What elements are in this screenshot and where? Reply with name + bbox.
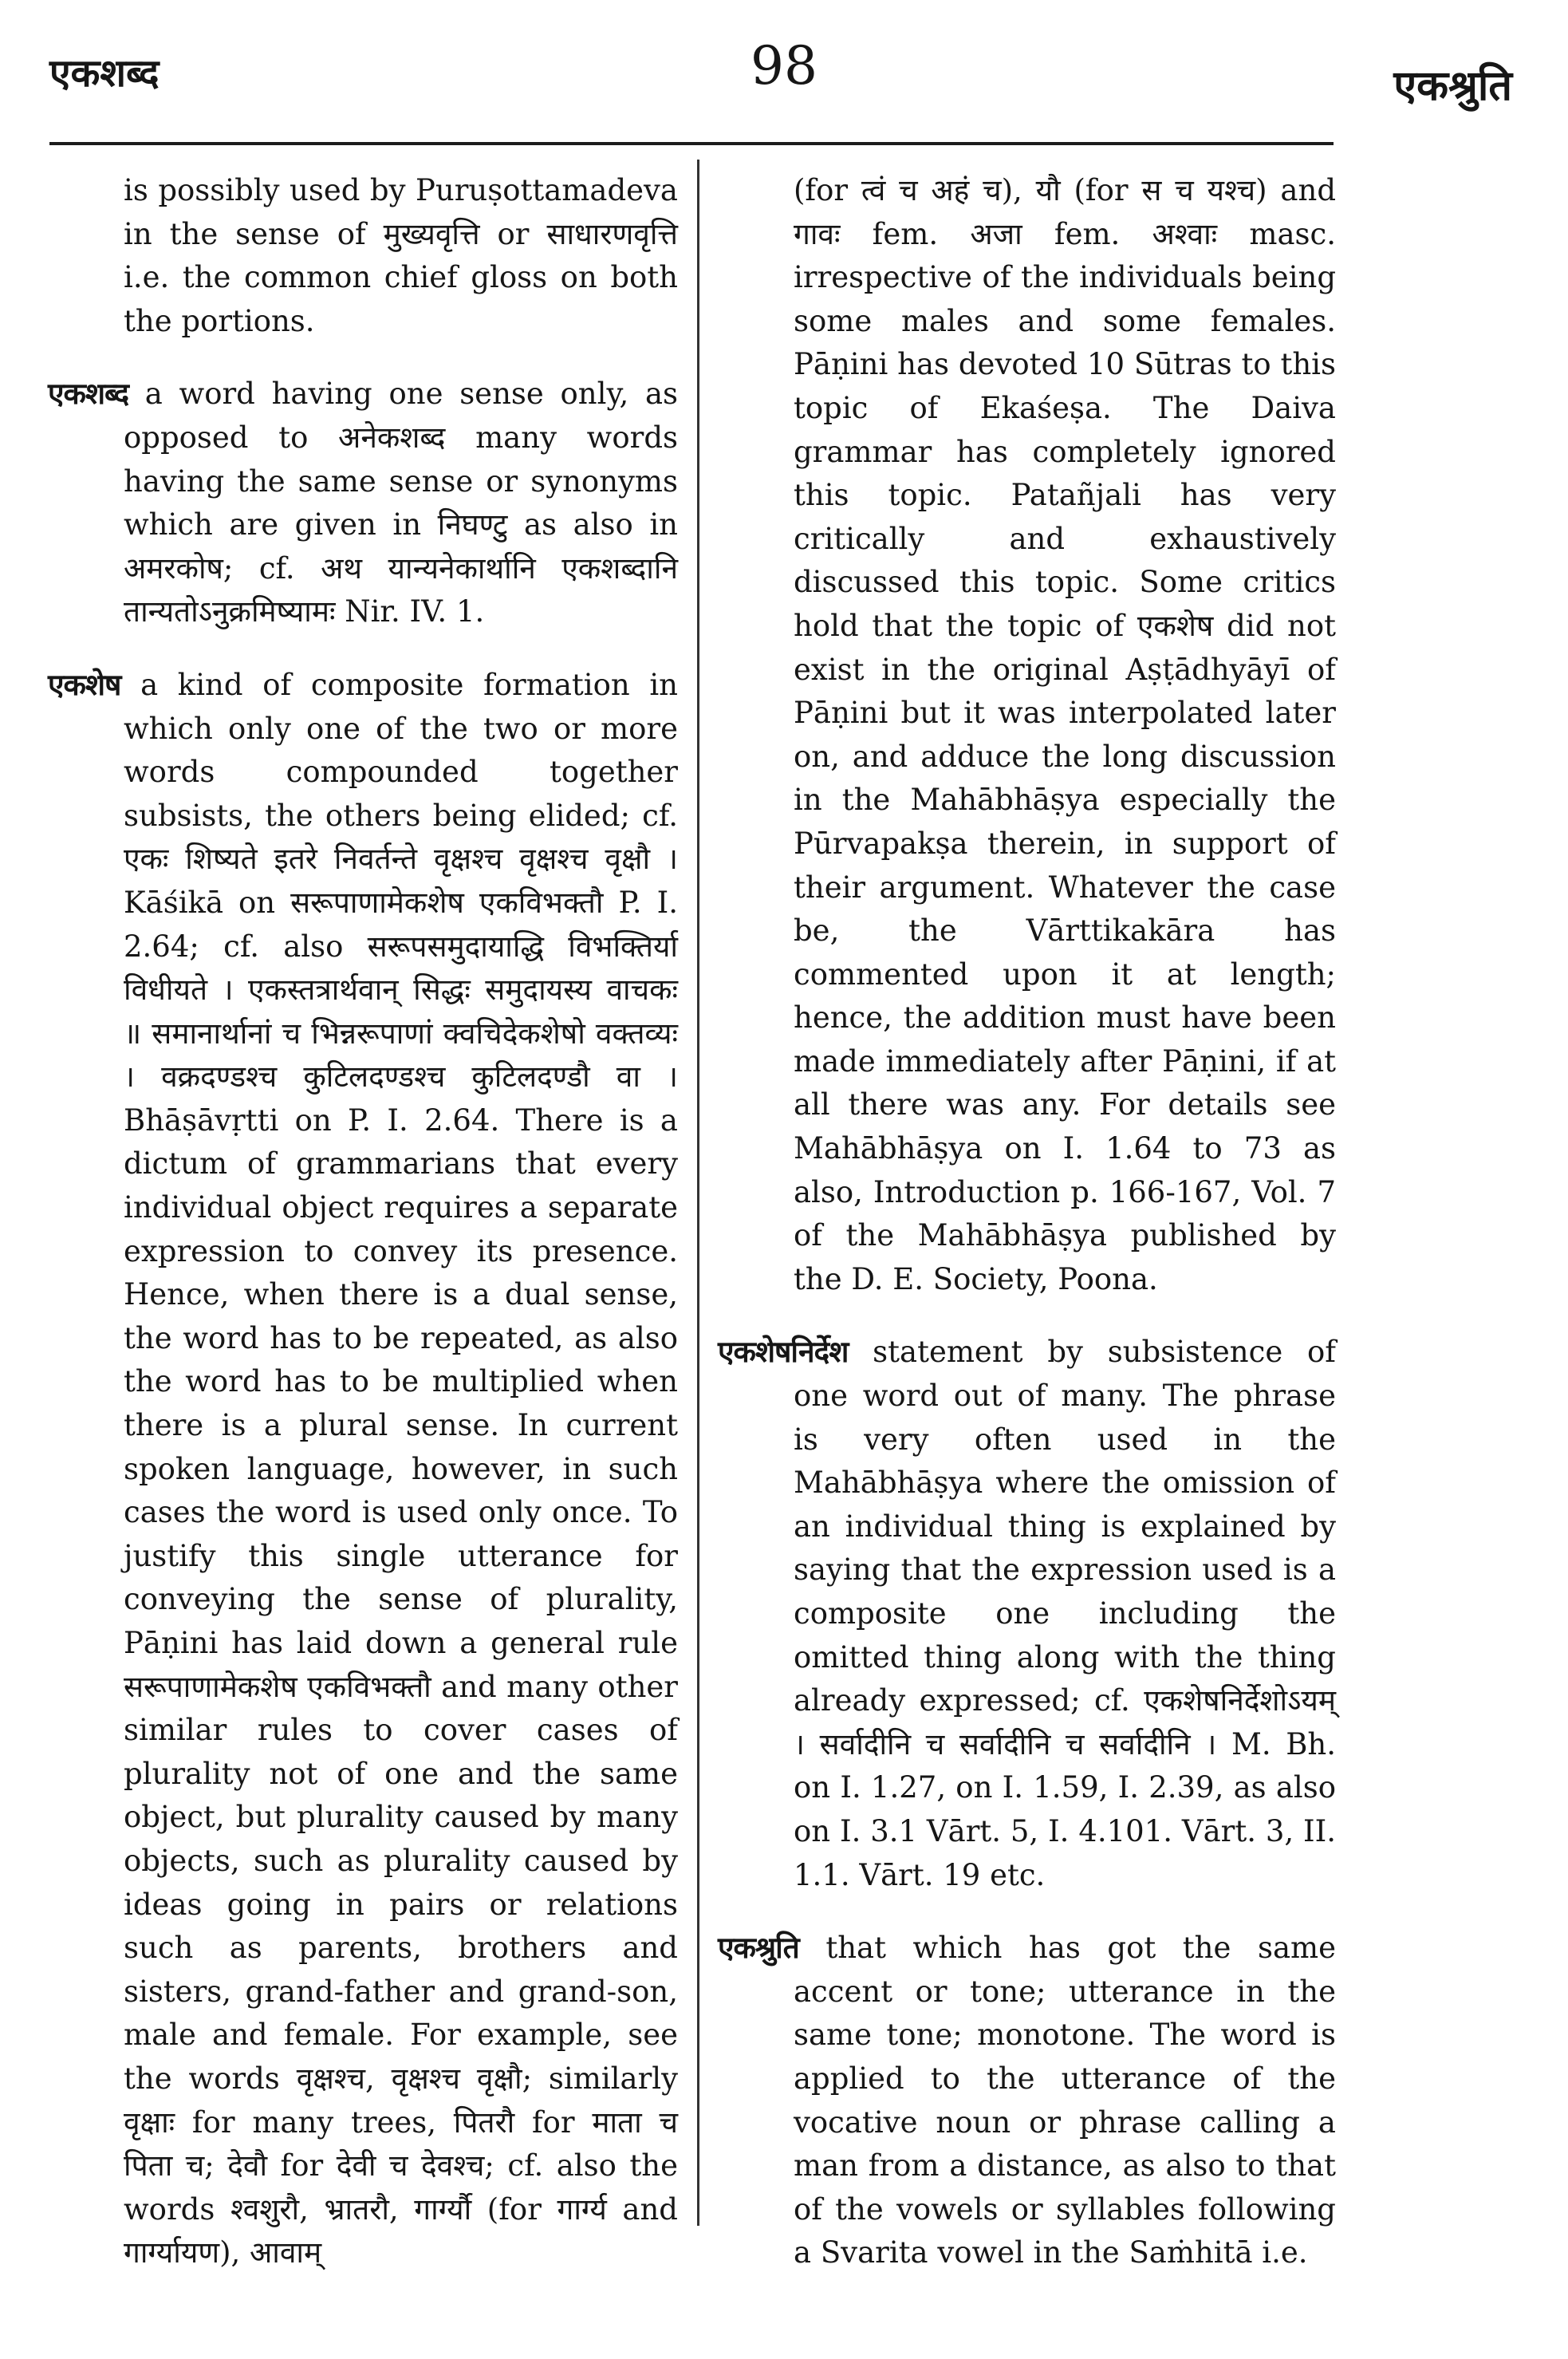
entry-text: statement by subsistence of one word out of many. The phrase is very often used in the Mahābhāṣya where the omission of an individual thing is explained by saying that the expression used is a composite one including the omitted thing along with the thing already expressed; cf. एकशेषनिर्देशोऽयम् । सर्वादीनि च सर्वादीनि च सर्वादीनि । M. Bh. on I. 1.27, on I. 1.59, I. 2.39, as also on I. 3.1 Vārt. 5, I. 4.101. Vārt. 3, II. 1.1. Vārt. 19 etc. (794, 1335, 1336, 1892)
entry-text: (for त्वं च अहं च), यौ (for स च यश्च) and गावः fem. अजा fem. अश्वाः masc. irrespective of the individuals being some males and some females. Pāṇini has devoted 10 Sūtras to this topic of Ekaśeṣa. The Daiva grammar has completely ignored this topic. Patañjali has very critically and exhaustively discussed this topic. Some critics hold that the topic of एकशेष did not exist in the original Aṣṭādhyāyī of Pāṇini but it was interpolated later on, and adduce the long discussion in the Mahābhāṣya especially the Pūrvapakṣa therein, in support of their argument. Whatever the case be, the Vārttikakāra has commented upon it at length; hence, the addition must have been made immediately after Pāṇini, if at all there was any. For details see Mahābhāṣya on I. 1.64 to 73 as also, Introduction p. 166-167, Vol. 7 of the Mahābhāṣya published by the D. E. Society, Poona. (794, 173, 1336, 1296)
header-rule (49, 142, 1334, 145)
entry-headword: एकशेष (48, 666, 121, 702)
running-head-left: एकशब्द (49, 51, 160, 96)
column-divider (697, 160, 699, 2226)
entry-headword: एकश्रुति (718, 1930, 799, 1966)
dictionary-entry-continuation (718, 169, 1336, 1301)
dictionary-entry (48, 372, 678, 634)
dictionary-entry (718, 1926, 1336, 2275)
running-head-right: एकश्रुति (1393, 61, 1512, 110)
entry-headword: एकशब्द (48, 376, 129, 412)
dictionary-entry (48, 663, 678, 2275)
entry-text: a word having one sense only, as opposed to अनेकशब्द many words having the same sense or synonyms which are given in निघण्टु as also in अमरकोष; cf. अथ यान्यनेकार्थानि एकशब्दानि तान्यतोऽनुक्रमिष्यामः Nir. IV. 1. (124, 377, 678, 629)
entry-text: a kind of composite formation in which only one of the two or more words compounded together subsists, the others being elided; cf. एकः शिष्यते इतरे निवर्तन्ते वृक्षश्च वृक्षश्च वृक्षौ । Kāśikā on सरूपाणामेकशेष एकविभक्तौ P. I. 2.64; cf. also सरूपसमुदायाद्धि विभक्तिर्या विधीयते । एकस्तत्रार्थवान् सिद्धः समुदायस्य वाचकः ॥ समानार्थानां च भिन्नरूपाणां क्वचिदेकशेषो वक्तव्यः । वक्रदण्डश्च कुटिलदण्डश्च कुटिलदण्डौ वा । Bhāṣāvṛtti on P. I. 2.64. There is a dictum of grammarians that every individual object requires a separate expression to convey its presence. Hence, when there is a dual sense, the word has to be repeated, as also the word has to be multiplied when there is a plural sense. In current spoken language, however, in such cases the word is used only once. To justify this single utterance for conveying the sense of plurality, Pāṇini has laid down a general rule सरूपाणामेकशेष एकविभक्तौ and many other similar rules to cover cases of plurality not of one and the same object, but plurality caused by many objects, such as plurality caused by ideas going in pairs or relations such as parents, brothers and sisters, grand-father and grand-son, male and female. For example, see the words वृक्षश्च, वृक्षश्च वृक्षौ; similarly वृक्षाः for many trees, पितरौ for माता च पिता च; देवौ for देवी च देवश्च; cf. also the words श्वशुरौ, भ्रातरौ, गार्ग्यौ (for गार्ग्य and गार्ग्यायण), आवाम् (124, 667, 679, 2270)
entry-text: is possibly used by Puruṣottamadeva in the sense of मुख्यवृत्ति or साधारणवृत्ति i.e. the common chief gloss on both the portions. (124, 173, 678, 338)
entry-headword: एकशेषनिर्देश (718, 1334, 849, 1370)
left-column (48, 169, 678, 2304)
dictionary-entry (718, 1330, 1336, 1897)
page-header (0, 0, 1568, 136)
right-column (718, 169, 1336, 2304)
page-number: 98 (751, 35, 817, 97)
dictionary-entry-continuation (48, 169, 678, 343)
entry-text: that which has got the same accent or tone; utterance in the same tone; monotone. The word is applied to the utterance of the vocative noun or phrase calling a man from a distance, as also to that of the vowels or syllables following a Svarita vowel in the Saṁhitā i.e. (794, 1931, 1336, 2270)
